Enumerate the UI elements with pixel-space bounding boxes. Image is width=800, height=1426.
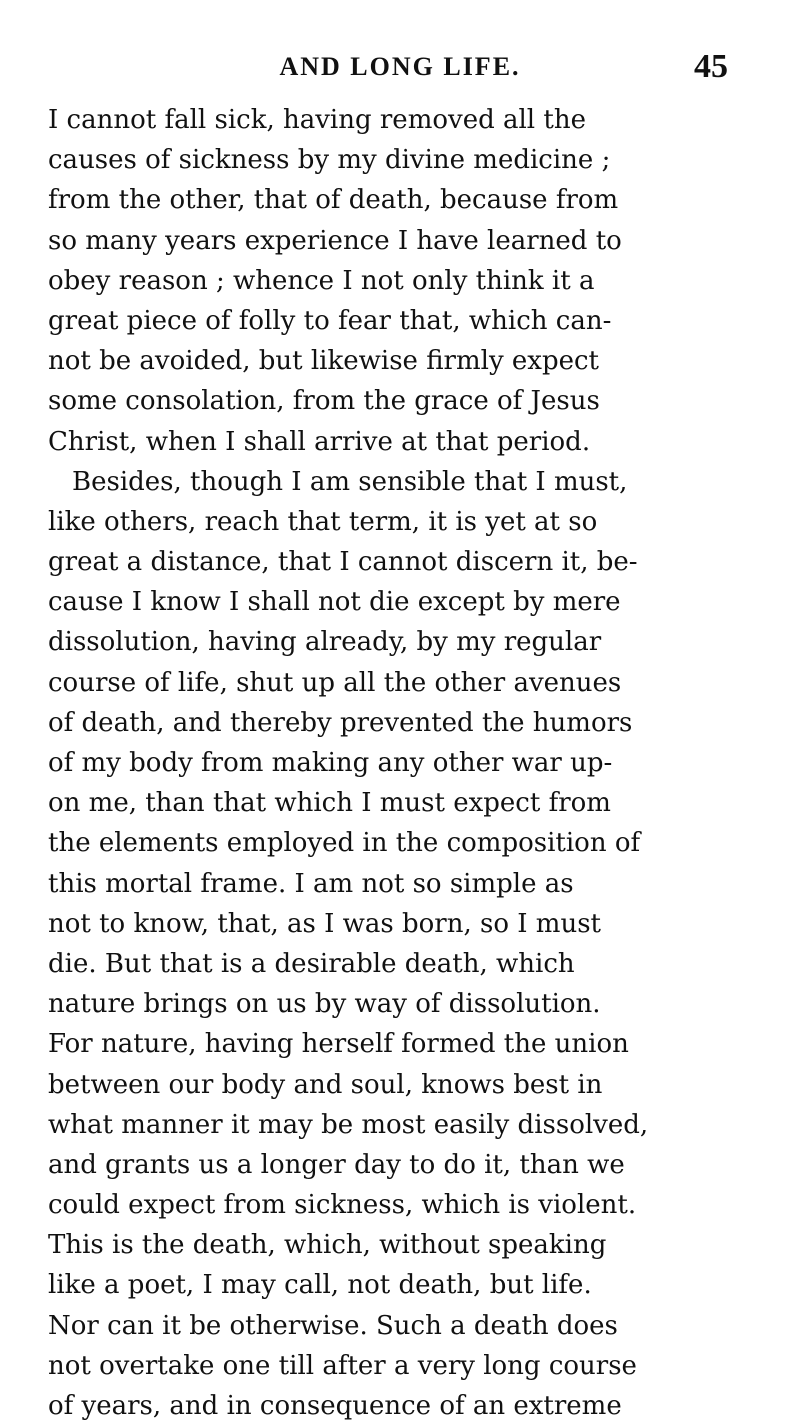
text-line: nature brings on us by way of dissolution. bbox=[48, 989, 601, 1020]
text-line: die. But that is a desirable death, which bbox=[48, 948, 575, 979]
text-line: what manner it may be most easily dissolved, bbox=[48, 1109, 649, 1140]
text-line: not overtake one till after a very long course bbox=[48, 1350, 637, 1381]
text-line: Nor can it be otherwise. Such a death does bbox=[48, 1310, 618, 1341]
page-number: 45 bbox=[694, 48, 728, 85]
running-head bbox=[48, 48, 752, 92]
text-line: like a poet, I may call, not death, but life. bbox=[48, 1270, 592, 1301]
text-line: could expect from sickness, which is violent. bbox=[48, 1190, 637, 1221]
text-line: on me, than that which I must expect from bbox=[48, 788, 611, 819]
text-line: of my body from making any other war up- bbox=[48, 748, 613, 778]
text-line: from the other, that of death, because from bbox=[48, 185, 619, 216]
text-line: Christ, when I shall arrive at that period. bbox=[48, 426, 591, 457]
running-title: AND LONG LIFE. bbox=[279, 52, 521, 81]
text-line: great a distance, that I cannot discern it, be- bbox=[48, 547, 638, 578]
text-line: dissolution, having already, by my regular bbox=[48, 627, 602, 658]
text-line: I cannot fall sick, having removed all the bbox=[48, 105, 586, 135]
text-line: and grants us a longer day to do it, than we bbox=[48, 1149, 625, 1180]
text-line: like others, reach that term, it is yet at so bbox=[48, 506, 598, 537]
text-line: of death, and thereby prevented the humors bbox=[48, 707, 633, 738]
text-line: some consolation, from the grace of Jesus bbox=[48, 386, 600, 417]
text-line: causes of sickness by my divine medicine ; bbox=[48, 145, 611, 176]
text-line: course of life, shut up all the other avenues bbox=[48, 667, 622, 698]
paragraph-start-line: Besides, though I am sensible that I must, bbox=[72, 466, 628, 497]
text-line: between our body and soul, knows best in bbox=[48, 1069, 603, 1100]
text-line: so many years experience I have learned to bbox=[48, 225, 622, 256]
text-line: the elements employed in the composition of bbox=[48, 828, 641, 859]
text-line: this mortal frame. I am not so simple as bbox=[48, 868, 574, 899]
text-line: This is the death, which, without speaking bbox=[48, 1230, 607, 1261]
body-text bbox=[48, 100, 752, 1426]
text-line: cause I know I shall not die except by mere bbox=[48, 587, 621, 618]
text-line: of years, and in consequence of an extreme bbox=[48, 1391, 622, 1421]
text-line: great piece of folly to fear that, which can- bbox=[48, 305, 612, 336]
text-line: not be avoided, but likewise firmly expect bbox=[48, 346, 599, 377]
text-line: not to know, that, as I was born, so I must bbox=[48, 908, 601, 939]
text-line: obey reason ; whence I not only think it a bbox=[48, 265, 595, 296]
text-line: For nature, having herself formed the union bbox=[48, 1029, 629, 1060]
